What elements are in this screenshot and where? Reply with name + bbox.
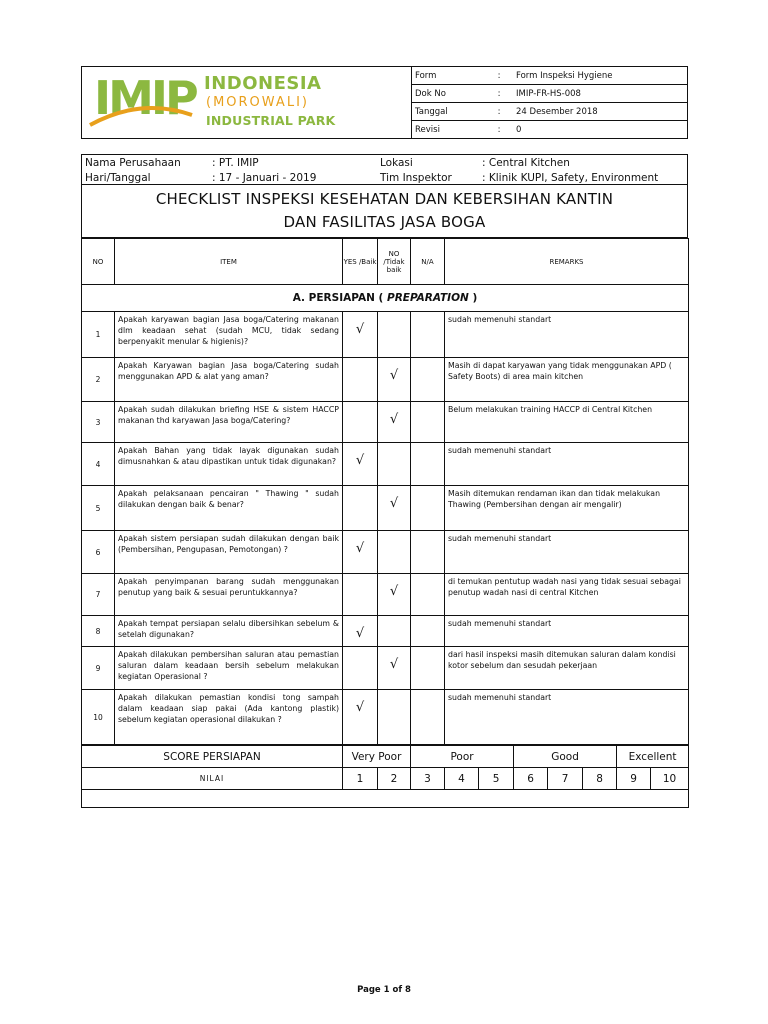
table-row	[82, 486, 689, 531]
check-no-cell[interactable]	[378, 486, 411, 531]
check-mark-icon: √	[389, 657, 399, 672]
score-table	[81, 745, 689, 808]
check-na-cell[interactable]	[411, 402, 445, 443]
logo-mark-text: IMIP	[94, 71, 196, 125]
section-label-italic: PREPARATION	[387, 292, 469, 304]
check-mark-icon: √	[355, 322, 365, 337]
score-excellent: Excellent	[617, 746, 689, 768]
score-value-cell[interactable]: 5	[479, 768, 514, 790]
meta-colon: :	[497, 125, 501, 135]
row-remarks: sudah memenuhi standart	[445, 531, 689, 574]
column-header-na: N/A	[411, 239, 445, 285]
location-label: Lokasi	[380, 157, 413, 169]
check-mark-icon: √	[389, 584, 399, 599]
date-value: : 17 - Januari - 2019	[212, 172, 317, 184]
section-label: A. PERSIAPAN (	[292, 292, 384, 304]
title-line-1: CHECKLIST INSPEKSI KESEHATAN DAN KEBERSIHAN KANTIN	[155, 190, 614, 208]
check-no-cell[interactable]	[378, 647, 411, 690]
score-label: SCORE PERSIAPAN	[82, 746, 343, 768]
section-header-row	[82, 285, 689, 312]
nilai-label: NILAI	[82, 768, 343, 790]
check-na-cell[interactable]	[411, 690, 445, 745]
logo-line-2: (MOROWALI)	[206, 95, 309, 110]
row-item-text: Apakah penyimpanan barang sudah menggunakan penutup yang baik & sesuai peruntukkannya?	[115, 574, 343, 616]
meta-key: Form	[415, 70, 437, 81]
check-no-cell[interactable]	[378, 443, 411, 486]
table-row	[82, 616, 689, 647]
check-mark-icon: √	[355, 541, 365, 556]
score-value-cell[interactable]: 8	[583, 768, 617, 790]
score-poor: Poor	[411, 746, 514, 768]
row-item-text: Apakah Bahan yang tidak layak digunakan sudah dimusnahkan & atau dipastikan untuk tidak digunakan?	[115, 443, 343, 486]
row-remarks: Belum melakukan training HACCP di Central Kitchen	[445, 402, 689, 443]
meta-value: 24 Desember 2018	[516, 106, 598, 117]
table-row	[82, 358, 689, 402]
check-mark-icon: √	[389, 496, 399, 511]
row-number: 7	[82, 574, 115, 616]
meta-colon: :	[497, 106, 501, 117]
row-number: 10	[82, 690, 115, 745]
nilai-row	[82, 768, 689, 790]
row-remarks: sudah memenuhi standart	[445, 443, 689, 486]
meta-colon: :	[497, 88, 501, 99]
row-remarks: sudah memenuhi standart	[445, 616, 689, 647]
meta-value: IMIP-FR-HS-008	[516, 88, 581, 99]
check-mark-icon: √	[389, 412, 399, 427]
check-no-cell[interactable]	[378, 531, 411, 574]
row-item-text: Apakah pelaksanaan pencairan " Thawing " sudah dilakukan dengan baik & benar?	[115, 486, 343, 531]
check-yes-cell[interactable]	[343, 616, 378, 647]
check-mark-icon: √	[355, 453, 365, 468]
check-mark-icon: √	[355, 700, 365, 715]
check-yes-cell[interactable]	[343, 574, 378, 616]
row-number: 3	[82, 402, 115, 443]
page-title	[81, 184, 688, 238]
check-no-cell[interactable]	[378, 312, 411, 358]
row-number: 1	[82, 312, 115, 358]
row-number: 2	[82, 358, 115, 402]
document-meta	[412, 67, 687, 138]
title-line-2: DAN FASILITAS JASA BOGA	[283, 213, 486, 231]
inspection-info	[81, 154, 688, 184]
check-na-cell[interactable]	[411, 616, 445, 647]
row-number: 9	[82, 647, 115, 690]
row-remarks: Masih ditemukan rendaman ikan dan tidak melakukan Thawing (Pembersihan dengan air mengalir)	[445, 486, 689, 531]
check-yes-cell[interactable]	[343, 312, 378, 358]
check-mark-icon: √	[355, 626, 365, 641]
check-na-cell[interactable]	[411, 358, 445, 402]
meta-value: 0	[516, 125, 522, 135]
table-row	[82, 531, 689, 574]
blank-cell	[82, 790, 689, 808]
check-na-cell[interactable]	[411, 443, 445, 486]
row-remarks: Masih di dapat karyawan yang tidak menggunakan APD ( Safety Boots) di area main kitchen	[445, 358, 689, 402]
check-no-cell[interactable]	[378, 574, 411, 616]
meta-row	[412, 85, 687, 103]
row-item-text: Apakah sudah dilakukan briefing HSE & sistem HACCP makanan thd karyawan Jasa boga/Catering?	[115, 402, 343, 443]
check-yes-cell[interactable]	[343, 486, 378, 531]
check-na-cell[interactable]	[411, 647, 445, 690]
score-very-poor: Very Poor	[343, 746, 411, 768]
logo-line-3: INDUSTRIAL PARK	[206, 113, 336, 128]
page-number: Page 1 of 8	[357, 985, 411, 995]
check-yes-cell[interactable]	[343, 443, 378, 486]
location-value: : Central Kitchen	[482, 157, 570, 169]
score-value-cell[interactable]: 4	[445, 768, 479, 790]
row-number: 6	[82, 531, 115, 574]
check-mark-icon: √	[389, 368, 399, 383]
meta-row	[412, 67, 687, 85]
check-na-cell[interactable]	[411, 486, 445, 531]
table-row	[82, 312, 689, 358]
column-header-remarks: REMARKS	[445, 239, 689, 285]
logo-line-1: INDONESIA	[204, 73, 322, 94]
row-number: 5	[82, 486, 115, 531]
section-title	[82, 285, 689, 312]
inspection-form	[81, 66, 688, 808]
score-value-cell[interactable]: 2	[378, 768, 411, 790]
column-header-no-baik: NO /Tidak baik	[378, 239, 411, 285]
check-yes-cell[interactable]	[343, 531, 378, 574]
table-row	[82, 443, 689, 486]
row-number: 8	[82, 616, 115, 647]
inspector-label: Tim Inspektor	[380, 172, 452, 184]
section-label-end: )	[472, 292, 478, 304]
blank-row	[82, 790, 689, 808]
column-header-no: NO	[82, 239, 115, 285]
check-yes-cell[interactable]	[343, 690, 378, 745]
score-value-cell[interactable]: 7	[548, 768, 583, 790]
check-no-cell[interactable]	[378, 402, 411, 443]
meta-key: Dok No	[415, 88, 446, 99]
company-label: Nama Perusahaan	[85, 157, 181, 169]
row-item-text: Apakah tempat persiapan selalu dibersihkan sebelum & setelah digunakan?	[115, 616, 343, 647]
table-row	[82, 402, 689, 443]
score-value-cell[interactable]: 3	[411, 768, 445, 790]
check-na-cell[interactable]	[411, 312, 445, 358]
date-label: Hari/Tanggal	[85, 172, 151, 184]
meta-colon: :	[497, 70, 501, 81]
row-item-text: Apakah Karyawan bagian Jasa boga/Catering sudah menggunakan APD & alat yang aman?	[115, 358, 343, 402]
row-remarks: sudah memenuhi standart	[445, 312, 689, 358]
column-header-item: ITEM	[115, 239, 343, 285]
score-good: Good	[514, 746, 617, 768]
check-na-cell[interactable]	[411, 531, 445, 574]
check-no-cell[interactable]	[378, 690, 411, 745]
check-na-cell[interactable]	[411, 574, 445, 616]
meta-key: Tanggal	[415, 106, 448, 117]
company-logo	[82, 67, 412, 138]
row-remarks: dari hasil inspeksi masih ditemukan saluran dalam kondisi kotor sebelum dan sesudah pekerjaan	[445, 647, 689, 690]
checklist-table	[81, 238, 689, 745]
check-yes-cell[interactable]	[343, 647, 378, 690]
meta-row	[412, 121, 687, 139]
row-item-text: Apakah sistem persiapan sudah dilakukan dengan baik (Pembersihan, Pengupasan, Pemotongan) ?	[115, 531, 343, 574]
table-row	[82, 647, 689, 690]
score-value-cell[interactable]: 9	[617, 768, 651, 790]
meta-row	[412, 103, 687, 121]
table-row	[82, 690, 689, 745]
score-row	[82, 746, 689, 768]
check-yes-cell[interactable]	[343, 402, 378, 443]
company-value: : PT. IMIP	[212, 157, 259, 169]
score-value-cell[interactable]: 1	[343, 768, 378, 790]
check-no-cell[interactable]	[378, 616, 411, 647]
column-header-row	[82, 239, 689, 285]
column-header-yes: YES /Baik	[343, 239, 378, 285]
checklist-rows	[82, 312, 689, 745]
row-item-text: Apakah dilakukan pembersihan saluran atau pemastian saluran dalam keadaan bersih sebelum melakukan kegiatan Operasional ?	[115, 647, 343, 690]
row-item-text: Apakah karyawan bagian Jasa boga/Catering makanan dlm keadaan sehat (sudah MCU, tidak sedang berpenyakit menular & higienis)?	[115, 312, 343, 358]
check-yes-cell[interactable]	[343, 358, 378, 402]
row-remarks: di temukan pentutup wadah nasi yang tidak sesuai sebagai penutup wadah nasi di central Kitchen	[445, 574, 689, 616]
inspector-value: : Klinik KUPI, Safety, Environment	[482, 172, 659, 184]
logo-swoosh-icon	[86, 103, 196, 127]
check-no-cell[interactable]	[378, 358, 411, 402]
form-header	[81, 66, 688, 139]
meta-key: Revisi	[415, 125, 440, 135]
row-number: 4	[82, 443, 115, 486]
score-value-cell[interactable]: 6	[514, 768, 548, 790]
meta-value: Form Inspeksi Hygiene	[516, 70, 613, 81]
score-value-cell[interactable]: 10	[651, 768, 689, 790]
table-row	[82, 574, 689, 616]
row-remarks: sudah memenuhi standart	[445, 690, 689, 745]
row-item-text: Apakah dilakukan pemastian kondisi tong sampah dalam keadaan siap pakai (Ada kantong plastik) sebelum kegiatan operasional dilakukan ?	[115, 690, 343, 745]
